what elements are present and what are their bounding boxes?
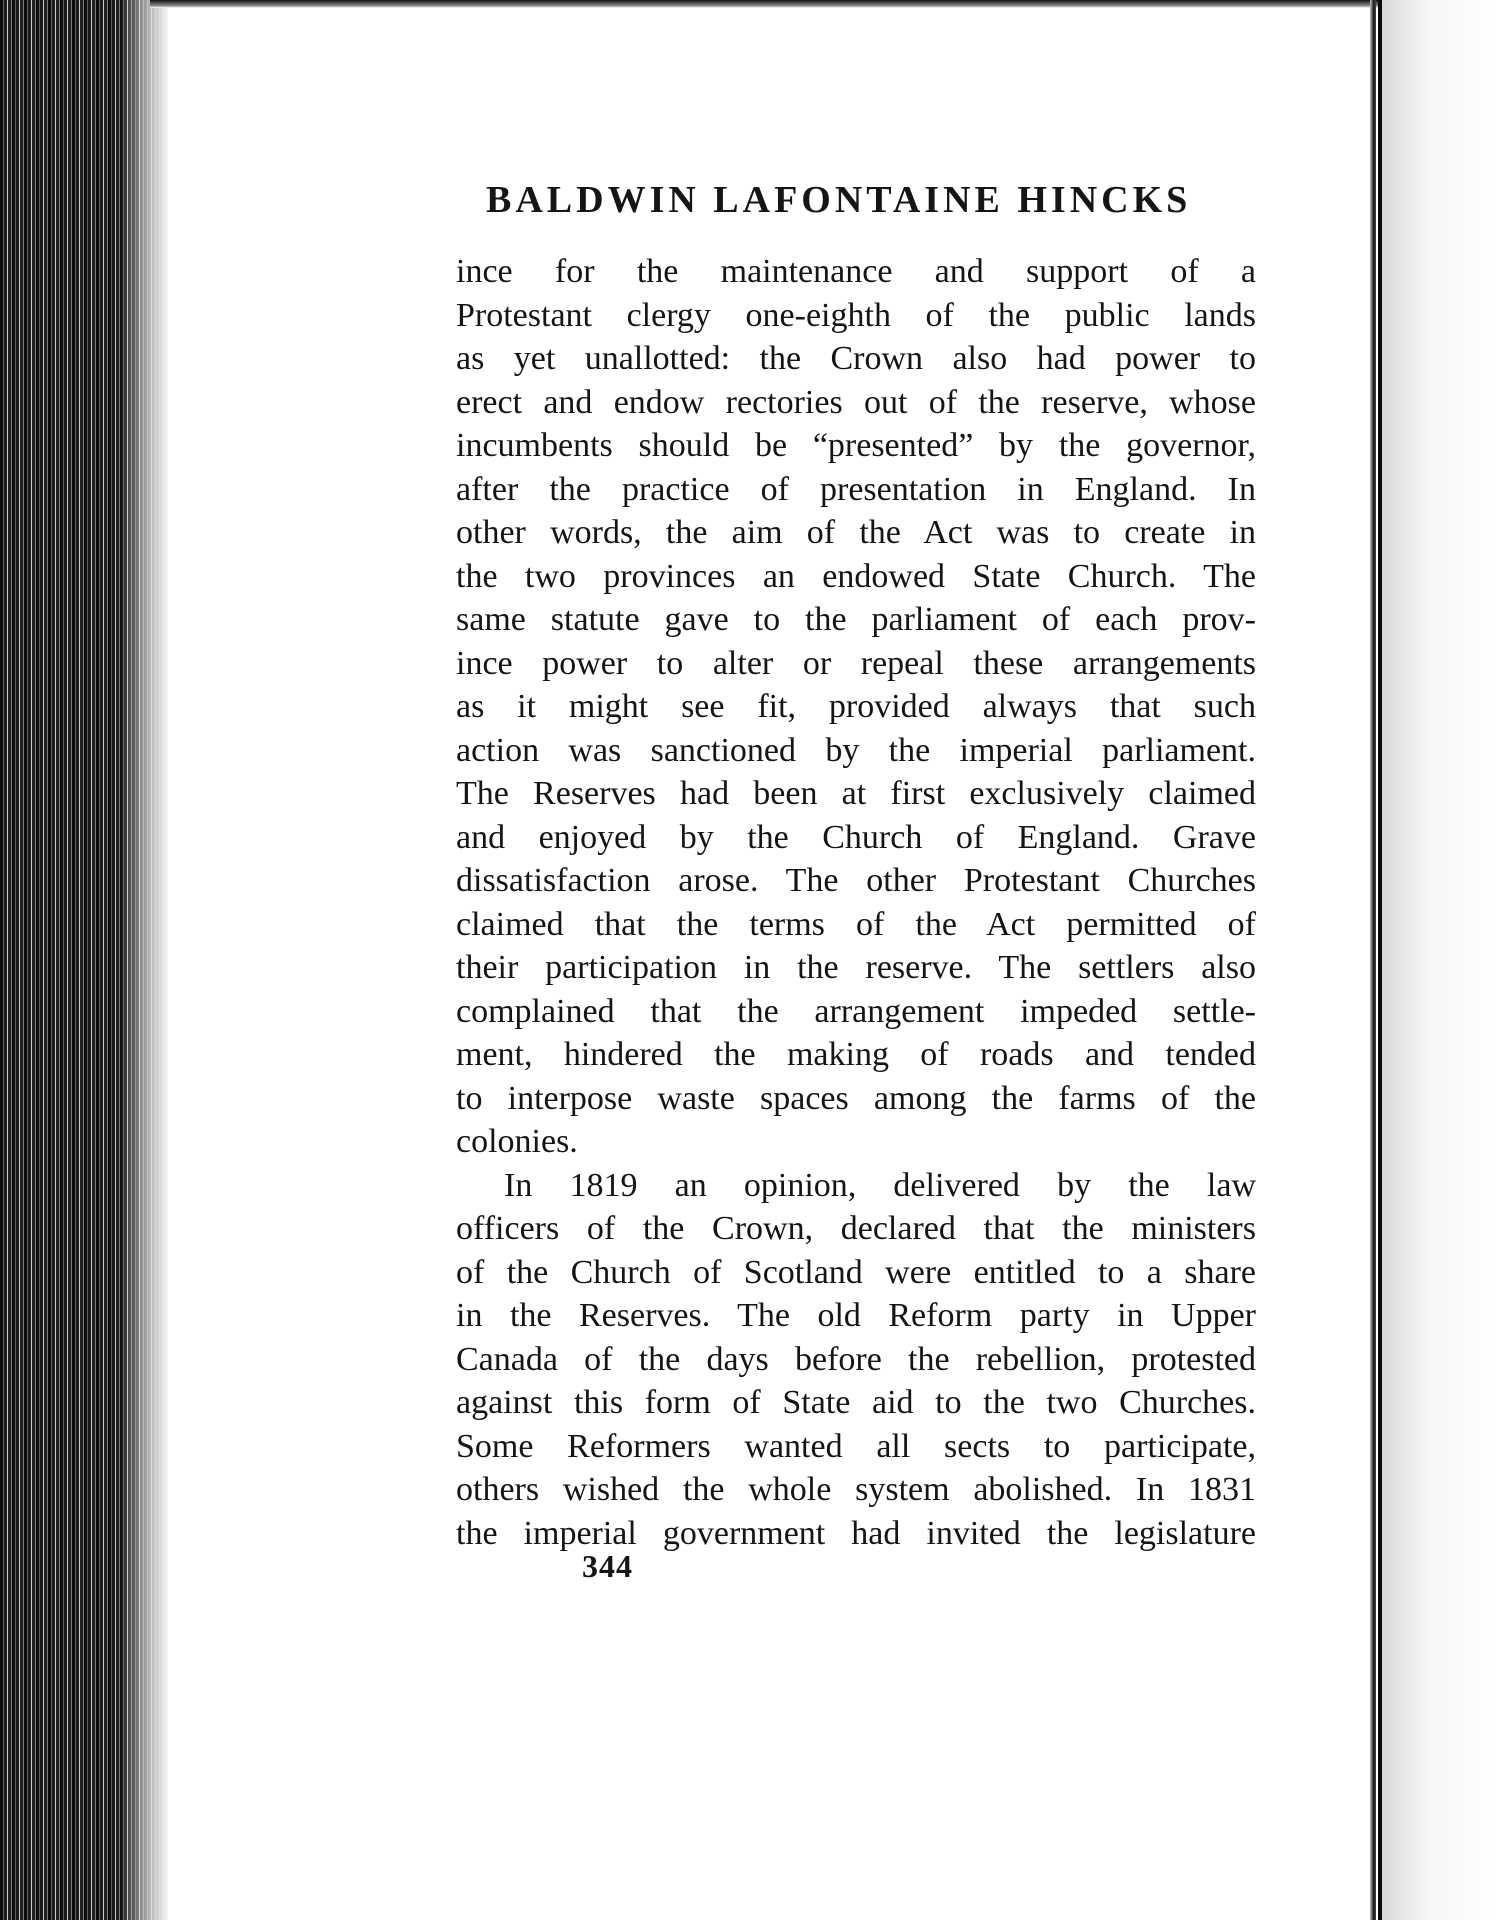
- text-line: Protestant clergy one-eighth of the public lands: [456, 296, 1256, 334]
- text-line: and enjoyed by the Church of England. Grave: [456, 818, 1256, 856]
- text-line: the imperial government had invited the legislature: [456, 1514, 1256, 1552]
- text-line: officers of the Crown, declared that the ministers: [456, 1210, 1256, 1247]
- text-line: to interpose waste spaces among the farms of the: [456, 1079, 1256, 1117]
- text-line: the two provinces an endowed State Church. The: [456, 557, 1256, 595]
- text-line: as it might see fit, provided always that such: [456, 688, 1256, 725]
- text-line: dissatisfaction arose. The other Protestant Churches: [456, 862, 1256, 899]
- text-line: action was sanctioned by the imperial parliament.: [456, 731, 1256, 769]
- running-head: BALDWIN LAFONTAINE HINCKS: [486, 179, 1192, 221]
- text-line: of the Church of Scotland were entitled to a share: [456, 1253, 1256, 1291]
- text-line: same statute gave to the parliament of each prov-: [456, 601, 1256, 638]
- text-line: ince for the maintenance and support of a: [456, 253, 1256, 290]
- text-line: others wished the whole system abolished. In 1831: [456, 1471, 1256, 1508]
- text-line: The Reserves had been at first exclusively claimed: [456, 775, 1256, 812]
- text-line: as yet unallotted: the Crown also had power to: [456, 340, 1256, 377]
- text-line: colonies.: [456, 1123, 578, 1160]
- page-number: 344: [582, 1548, 633, 1584]
- text-line: against this form of State aid to the two Churches.: [456, 1384, 1256, 1421]
- text-line: other words, the aim of the Act was to create in: [456, 514, 1256, 551]
- text-line: incumbents should be “presented” by the governor,: [456, 427, 1256, 464]
- text-line: erect and endow rectories out of the reserve, whose: [456, 383, 1256, 421]
- paragraph-start-line: In 1819 an opinion, delivered by the law: [504, 1166, 1256, 1204]
- facing-page-strip: [1382, 0, 1496, 1920]
- gutter-shadow: [1370, 0, 1376, 1920]
- text-line: claimed that the terms of the Act permitted of: [456, 905, 1256, 943]
- text-line: Some Reformers wanted all sects to participate,: [456, 1427, 1256, 1465]
- stacked-page-edges: [0, 0, 168, 1920]
- text-line: ment, hindered the making of roads and tended: [456, 1036, 1256, 1073]
- text-line: Canada of the days before the rebellion, protested: [456, 1340, 1256, 1378]
- top-page-edge: [150, 0, 1400, 8]
- text-line: complained that the arrangement impeded settle-: [456, 992, 1256, 1030]
- text-line: in the Reserves. The old Reform party in Upper: [456, 1297, 1256, 1334]
- text-line: after the practice of presentation in England. In: [456, 470, 1256, 508]
- body-text: [456, 250, 1256, 1555]
- text-line: ince power to alter or repeal these arrangements: [456, 644, 1256, 682]
- text-line: their participation in the reserve. The settlers also: [456, 949, 1256, 986]
